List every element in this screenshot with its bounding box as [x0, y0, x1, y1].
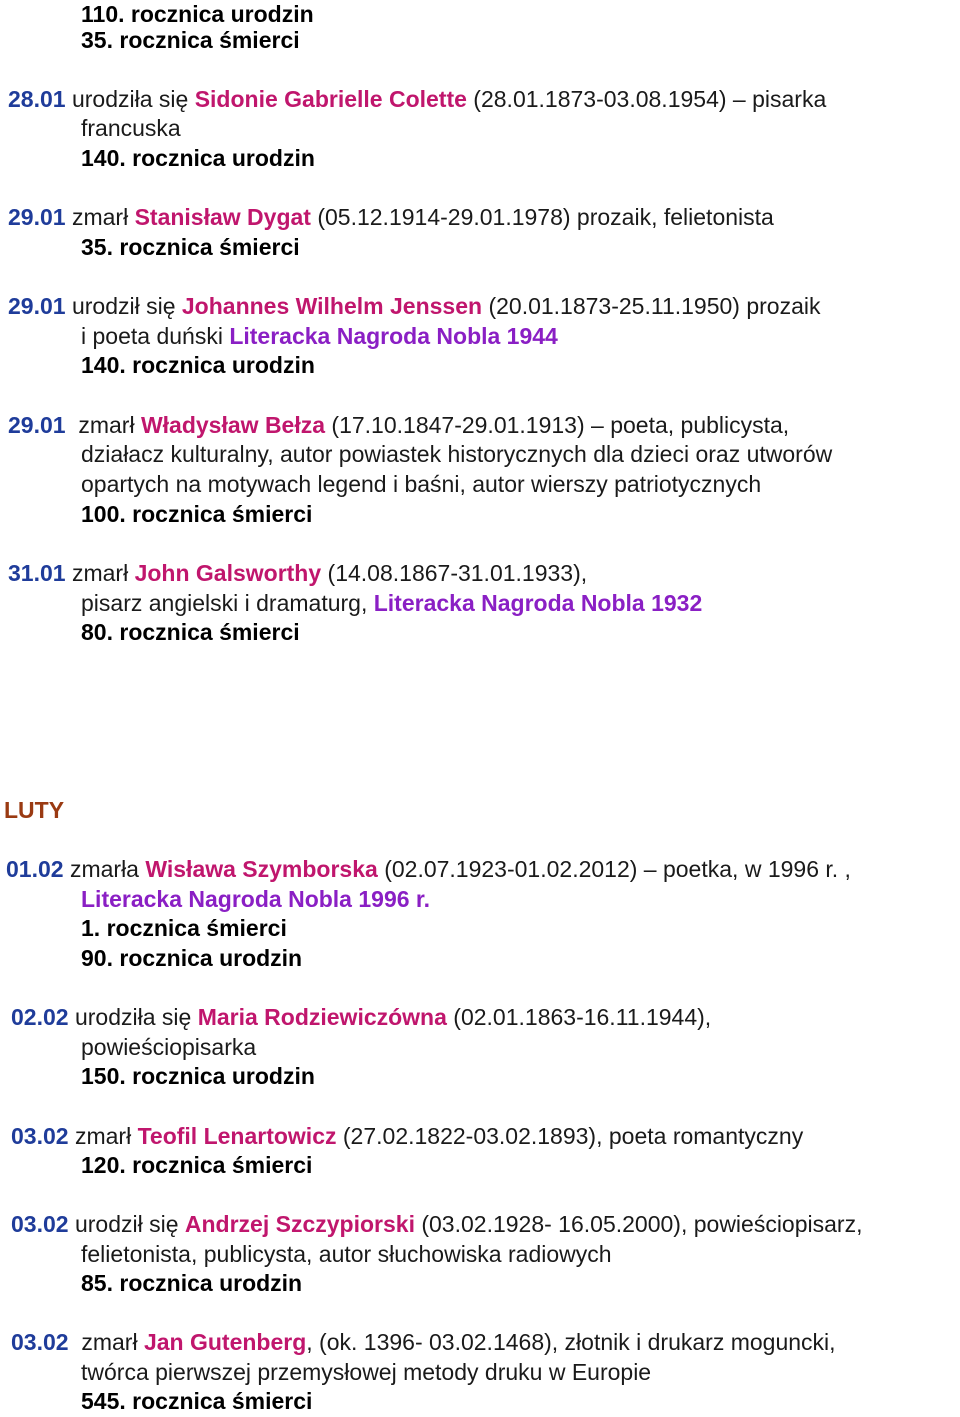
anniversary-label: 120. rocznica śmierci	[81, 1152, 313, 1178]
entry-date: 03.02	[11, 1329, 69, 1355]
person-name: Sidonie Gabrielle Colette	[194, 86, 467, 112]
entry-description: (05.12.1914-29.01.1978) prozaik, felietonista	[310, 204, 774, 230]
entry-description-line: felietonista, publicysta, autor słuchowiska radiowych	[81, 1241, 612, 1267]
entry-date: 03.02	[11, 1211, 69, 1237]
person-name: Teofil Lenartowicz	[137, 1123, 337, 1149]
entry-date: 29.01	[8, 293, 66, 319]
entry-description: (17.10.1847-29.01.1913) – poeta, publicysta,	[325, 412, 790, 438]
anniversary-label: 80. rocznica śmierci	[81, 619, 300, 645]
person-name: Wisława Szymborska	[145, 856, 378, 882]
entry-description-line: działacz kulturalny, autor powiastek historycznych dla dzieci oraz utworów	[81, 441, 833, 467]
entry-description: , (ok. 1396- 03.02.1468), złotnik i drukarz moguncki,	[306, 1329, 836, 1355]
nobel-prize-label: Literacka Nagroda Nobla 1944	[229, 323, 558, 349]
entry-description: pisarz angielski i dramaturg,	[81, 590, 374, 616]
person-name: Andrzej Szczypiorski	[184, 1211, 415, 1237]
entry-description-line: twórca pierwszej przemysłowej metody druku w Europie	[81, 1359, 652, 1385]
entry-description: i poeta duński	[81, 323, 230, 349]
anniversary-label: 85. rocznica urodzin	[81, 1270, 303, 1296]
entry-jenssen	[8, 292, 820, 322]
person-name: Jan Gutenberg	[143, 1329, 307, 1355]
entry-verb: urodził się	[68, 1211, 185, 1237]
entry-description: (02.01.1863-16.11.1944),	[446, 1004, 712, 1030]
entry-szczypiorski	[11, 1210, 862, 1240]
entry-description: (03.02.1928- 16.05.2000), powieściopisarz,	[414, 1211, 863, 1237]
anniversary-label: 90. rocznica urodzin	[81, 945, 303, 971]
entry-description-line: powieściopisarka	[81, 1034, 257, 1060]
entry-verb: zmarła	[63, 856, 146, 882]
anniversary-label: 150. rocznica urodzin	[81, 1063, 315, 1089]
entry-description-line	[81, 322, 558, 352]
anniversary-label: 140. rocznica urodzin	[81, 145, 315, 171]
nobel-prize-label: Literacka Nagroda Nobla 1996 r.	[81, 886, 430, 912]
entry-colette	[8, 85, 826, 115]
entry-verb: urodziła się	[68, 1004, 198, 1030]
entry-rodziewiczowna	[11, 1003, 711, 1033]
entry-date: 28.01	[8, 86, 66, 112]
entry-dygat	[8, 203, 774, 233]
entry-date: 29.01	[8, 412, 66, 438]
entry-szymborska	[6, 855, 851, 885]
entry-date: 03.02	[11, 1123, 69, 1149]
entry-description: (20.01.1873-25.11.1950) prozaik	[482, 293, 821, 319]
entry-belza	[8, 411, 789, 441]
person-name: Stanisław Dygat	[134, 204, 311, 230]
month-heading: LUTY	[4, 797, 65, 823]
entry-description-line	[81, 589, 702, 619]
entry-description: (14.08.1867-31.01.1933),	[321, 560, 588, 586]
person-name: Maria Rodziewiczówna	[197, 1004, 447, 1030]
entry-verb: zmarł	[65, 412, 141, 438]
entry-verb: zmarł	[68, 1123, 138, 1149]
anniversary-label: 35. rocznica śmierci	[81, 27, 300, 53]
entry-description-line: opartych na motywach legend i baśni, autor wierszy patriotycznych	[81, 471, 762, 497]
anniversary-label: 100. rocznica śmierci	[81, 501, 313, 527]
anniversary-label: 1. rocznica śmierci	[81, 915, 287, 941]
entry-description: (28.01.1873-03.08.1954) – pisarka	[466, 86, 827, 112]
entry-date: 01.02	[6, 856, 64, 882]
entry-verb: urodził się	[65, 293, 182, 319]
entry-verb: zmarł	[65, 560, 135, 586]
person-name: Władysław Bełza	[140, 412, 326, 438]
person-name: Johannes Wilhelm Jenssen	[181, 293, 483, 319]
nobel-prize-label: Literacka Nagroda Nobla 1932	[373, 590, 703, 616]
anniversary-label: 35. rocznica śmierci	[81, 234, 300, 260]
entry-date: 29.01	[8, 204, 66, 230]
person-name: John Galsworthy	[134, 560, 322, 586]
anniversary-label: 110. rocznica urodzin	[81, 1, 314, 27]
entry-description: (27.02.1822-03.02.1893), poeta romantyczny	[336, 1123, 804, 1149]
entry-verb: zmarł	[68, 1329, 144, 1355]
entry-verb: urodziła się	[65, 86, 195, 112]
entry-lenartowicz	[11, 1122, 803, 1152]
entry-description: (02.07.1923-01.02.2012) – poetka, w 1996 r. ,	[377, 856, 851, 882]
entry-description-line: francuska	[81, 115, 181, 141]
entry-gutenberg	[11, 1328, 836, 1358]
entry-galsworthy	[8, 559, 587, 589]
anniversary-label: 545. rocznica śmierci	[81, 1388, 313, 1414]
entry-date: 02.02	[11, 1004, 69, 1030]
entry-verb: zmarł	[65, 204, 135, 230]
entry-date: 31.01	[8, 560, 66, 586]
anniversary-label: 140. rocznica urodzin	[81, 352, 315, 378]
